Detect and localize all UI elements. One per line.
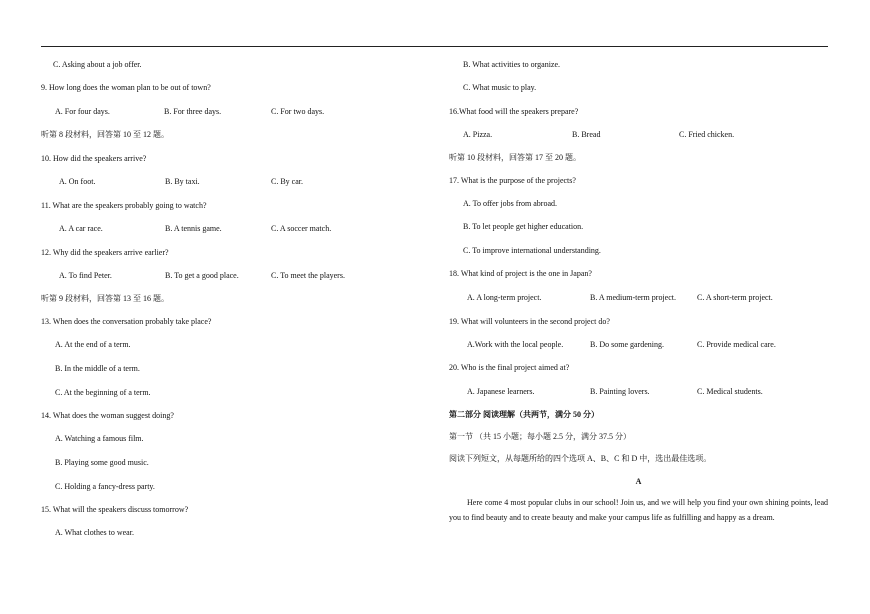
q9-option-c: C. For two days. [271,107,325,116]
question-13: 13. When does the conversation probably take place? [41,317,212,326]
question-19: 19. What will volunteers in the second project do? [449,317,610,326]
question-12: 12. Why did the speakers arrive earlier? [41,248,169,257]
q11-option-b: B. A tennis game. [165,224,222,233]
section-10-instruction: 听第 10 段材料，回答第 17 至 20 题。 [449,153,581,162]
q10-option-b: B. By taxi. [165,177,200,186]
q16-option-c: C. Fried chicken. [679,130,735,139]
q20-option-a: A. Japanese learners. [467,387,535,396]
question-11: 11. What are the speakers probably going to watch? [41,201,207,210]
question-9: 9. How long does the woman plan to be out of town? [41,83,211,92]
q9-option-a: A. For four days. [55,107,110,116]
q15-option-c: C. What music to play. [463,83,537,92]
q13-option-b: B. In the middle of a term. [55,364,140,373]
q10-option-c: C. By car. [271,177,303,186]
reading-instruction: 阅读下列短文，从每题所给的四个选项 A、B、C 和 D 中，选出最佳选项。 [449,454,712,463]
q15-option-a: A. What clothes to wear. [55,528,134,537]
question-16: 16.What food will the speakers prepare? [449,107,579,116]
q19-option-b: B. Do some gardening. [590,340,664,349]
q17-option-b: B. To let people get higher education. [463,222,584,231]
q10-option-a: A. On foot. [59,177,96,186]
section-1-heading: 第一节 （共 15 小题；每小题 2.5 分，满分 37.5 分） [449,432,631,441]
question-20: 20. Who is the final project aimed at? [449,363,570,372]
q12-option-c: C. To meet the players. [271,271,345,280]
question-17: 17. What is the purpose of the projects? [449,176,576,185]
q14-option-b: B. Playing some good music. [55,458,149,467]
question-15: 15. What will the speakers discuss tomorrow? [41,505,189,514]
q19-option-c: C. Provide medical care. [697,340,776,349]
q18-option-a: A. A long-term project. [467,293,542,302]
q20-option-b: B. Painting lovers. [590,387,650,396]
q20-option-c: C. Medical students. [697,387,763,396]
q8-option-c: C. Asking about a job offer. [53,60,142,69]
q16-option-b: B. Bread [572,130,601,139]
q14-option-a: A. Watching a famous film. [55,434,144,443]
section-8-instruction: 听第 8 段材料，回答第 10 至 12 题。 [41,130,169,139]
section-9-instruction: 听第 9 段材料，回答第 13 至 16 题。 [41,294,169,303]
q14-option-c: C. Holding a fancy-dress party. [55,482,155,491]
question-14: 14. What does the woman suggest doing? [41,411,174,420]
header-rule [41,46,828,47]
q11-option-c: C. A soccer match. [271,224,332,233]
q11-option-a: A. A car race. [59,224,103,233]
q17-option-a: A. To offer jobs from abroad. [463,199,558,208]
q12-option-b: B. To get a good place. [165,271,239,280]
q19-option-a: A.Work with the local people. [467,340,564,349]
question-18: 18. What kind of project is the one in Japan? [449,269,592,278]
q13-option-a: A. At the end of a term. [55,340,131,349]
q9-option-b: B. For three days. [164,107,222,116]
q18-option-c: C. A short-term project. [697,293,773,302]
q17-option-c: C. To improve international understanding. [463,246,601,255]
q15-option-b: B. What activities to organize. [463,60,561,69]
q13-option-c: C. At the beginning of a term. [55,388,151,397]
passage-a-text: Here come 4 most popular clubs in our school! Join us, and we will help you find your own shining points, lead you to find beauty and to create beauty and make your campus life as fulfilling and happy as a dream. [449,498,828,522]
part-2-heading: 第二部分 阅读理解（共两节，满分 50 分） [449,410,599,419]
q12-option-a: A. To find Peter. [59,271,112,280]
q16-option-a: A. Pizza. [463,130,493,139]
passage-title: A [635,477,642,486]
q18-option-b: B. A medium-term project. [590,293,676,302]
question-10: 10. How did the speakers arrive? [41,154,147,163]
